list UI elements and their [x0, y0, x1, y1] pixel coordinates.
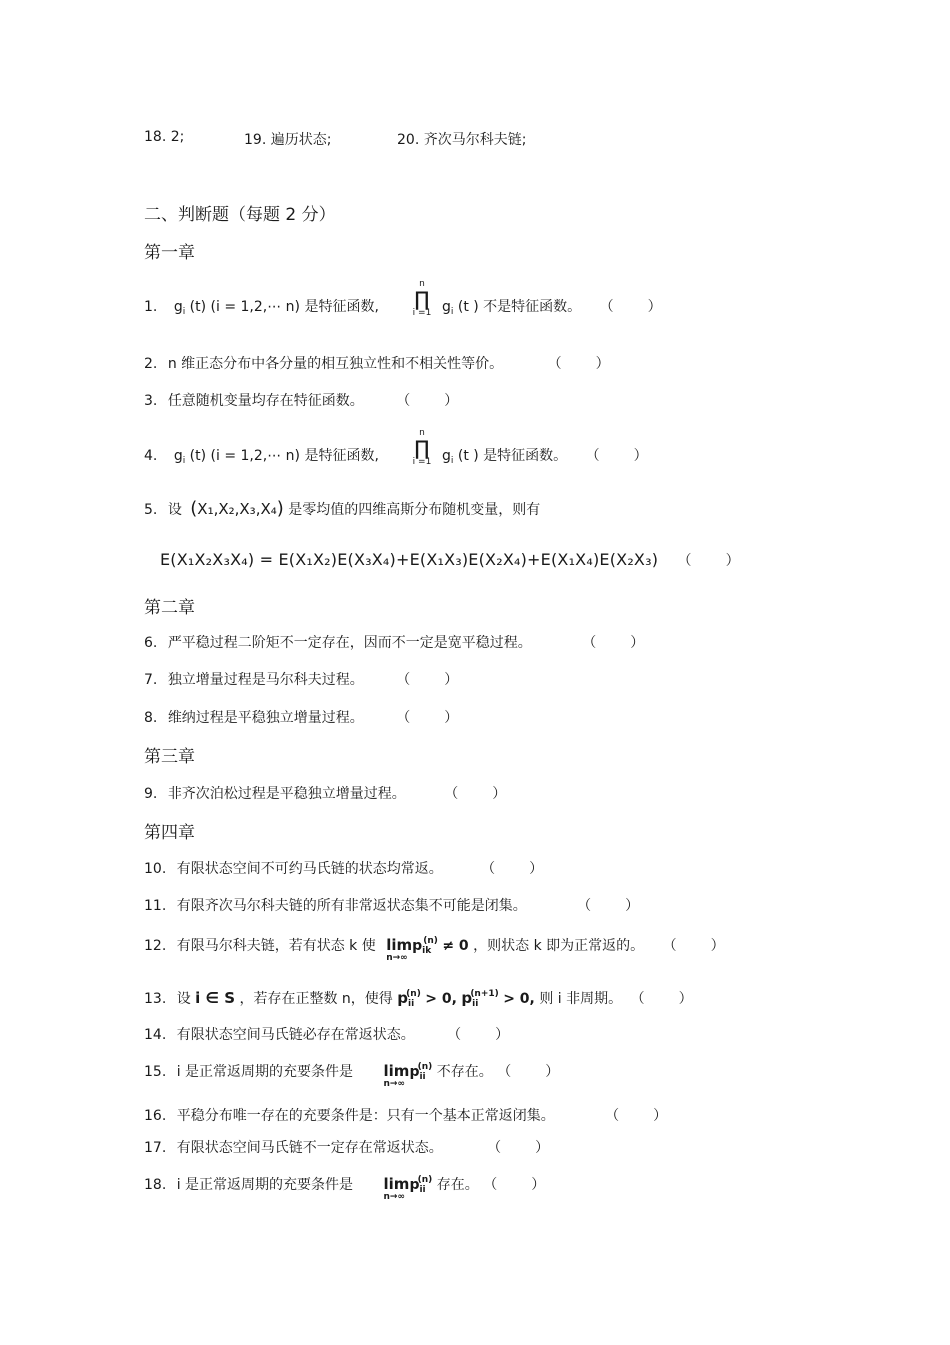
answer-20: 20. 齐次马尔科夫链; — [397, 132, 527, 148]
answer-19: 19. 遍历状态; — [244, 132, 332, 148]
question-5: 5. 设 (X₁,X₂,X₃,X₄) 是零均值的四维高斯分布随机变量，则有 — [144, 498, 541, 519]
limit-operator: lim n→∞ — [383, 1062, 410, 1089]
chapter-4-heading: 第四章 — [144, 823, 195, 843]
answer-18: 18. 2; — [144, 129, 185, 145]
answer-blank[interactable]: （ ） — [585, 448, 648, 464]
answer-blank[interactable]: （ ） — [630, 991, 693, 1007]
question-14: 14. 有限状态空间马氏链必存在常返状态。 （ ） — [144, 1024, 509, 1044]
product-symbol: n ∏ i =1 — [412, 279, 432, 318]
question-10: 10. 有限状态空间不可约马氏链的状态均常返。 （ ） — [144, 858, 543, 878]
question-17: 17. 有限状态空间马氏链不一定存在常返状态。 （ ） — [144, 1137, 549, 1157]
question-9: 9. 非齐次泊松过程是平稳独立增量过程。 （ ） — [144, 783, 506, 803]
question-12: 12. 有限马尔科夫链，若有状态 k 使 lim n→∞ $p_{ik}^{(n)} \ne 0$ ，则状态 k 即为正常返的。 （ ） — [144, 936, 725, 963]
question-4-tail: $g_i$ (t ) 是特征函数。 （ ） — [442, 445, 648, 466]
question-2: 2. n 维正态分布中各分量的相互独立性和不相关性等价。 （ ） — [144, 353, 610, 373]
question-6: 6. 严平稳过程二阶矩不一定存在，因而不一定是宽平稳过程。 （ ） — [144, 632, 644, 652]
product-symbol: n ∏ i =1 — [412, 428, 432, 467]
limit-operator: lim n→∞ — [383, 1175, 410, 1202]
question-7: 7. 独立增量过程是马尔科夫过程。 （ ） — [144, 669, 458, 689]
question-1-tail: $g_i$ (t ) 不是特征函数。 （ ） — [442, 296, 662, 317]
answer-blank[interactable]: （ ） — [487, 1140, 550, 1156]
random-vector: X₁,X₂,X₃,X₄ — [197, 500, 277, 518]
answer-blank[interactable]: （ ） — [582, 635, 645, 651]
question-8: 8. 维纳过程是平稳独立增量过程。 （ ） — [144, 707, 458, 727]
answer-blank[interactable]: （ ） — [677, 553, 740, 569]
answer-blank[interactable]: （ ） — [662, 938, 725, 954]
question-1: 1. $g_i$ (t) (i = 1,2,⋯ n) 是特征函数, — [144, 299, 379, 317]
question-16: 16. 平稳分布唯一存在的充要条件是：只有一个基本正常返闭集。 （ ） — [144, 1105, 667, 1125]
section-title: 二、判断题（每题 2 分） — [144, 205, 336, 225]
chapter-1-heading: 第一章 — [144, 243, 195, 263]
question-number: 1. — [144, 299, 158, 315]
question-3: 3. 任意随机变量均存在特征函数。 （ ） — [144, 390, 458, 410]
answer-blank[interactable]: （ ） — [483, 1177, 546, 1193]
chapter-3-heading: 第三章 — [144, 747, 195, 767]
answer-blank[interactable]: （ ） — [444, 786, 507, 802]
answer-blank[interactable]: （ ） — [547, 356, 610, 372]
answer-blank[interactable]: （ ） — [605, 1108, 668, 1124]
answer-blank[interactable]: （ ） — [481, 861, 544, 877]
answer-blank[interactable]: （ ） — [599, 299, 662, 315]
question-18: 18. i 是正常返周期的充要条件是 lim n→∞ $p_{ii}^{(n)}$ 存在。 （ ） — [144, 1175, 546, 1202]
chapter-2-heading: 第二章 — [144, 598, 195, 618]
answer-blank[interactable]: （ ） — [396, 393, 459, 409]
question-13: 13. 设 i ∈ S ，若存在正整数 n，使得 $p_{ii}^{(n)} > 0$, $p_{ii}^{(n+1)} > 0$, 则 i 非周期。 （ ） — [144, 989, 693, 1009]
question-11: 11. 有限齐次马尔科夫链的所有非常返状态集不可能是闭集。 （ ） — [144, 895, 639, 915]
question-5-formula: E(X₁X₂X₃X₄) = E(X₁X₂)E(X₃X₄)+E(X₁X₃)E(X₂X₄)+E(X₁X₄)E(X₂X₃) （ ） — [160, 550, 740, 569]
answer-blank[interactable]: （ ） — [497, 1064, 560, 1080]
question-4: 4. $g_i$ (t) (i = 1,2,⋯ n) 是特征函数, — [144, 448, 379, 466]
answer-blank[interactable]: （ ） — [577, 898, 640, 914]
limit-operator: lim n→∞ — [386, 936, 413, 963]
answer-blank[interactable]: （ ） — [396, 710, 459, 726]
question-text: (t) (i = 1,2,⋯ n) 是特征函数, — [189, 299, 379, 315]
question-15: 15. i 是正常返周期的充要条件是 lim n→∞ $p_{ii}^{(n)}$ 不存在。 （ ） — [144, 1062, 560, 1089]
answer-blank[interactable]: （ ） — [447, 1027, 510, 1043]
answer-blank[interactable]: （ ） — [396, 672, 459, 688]
